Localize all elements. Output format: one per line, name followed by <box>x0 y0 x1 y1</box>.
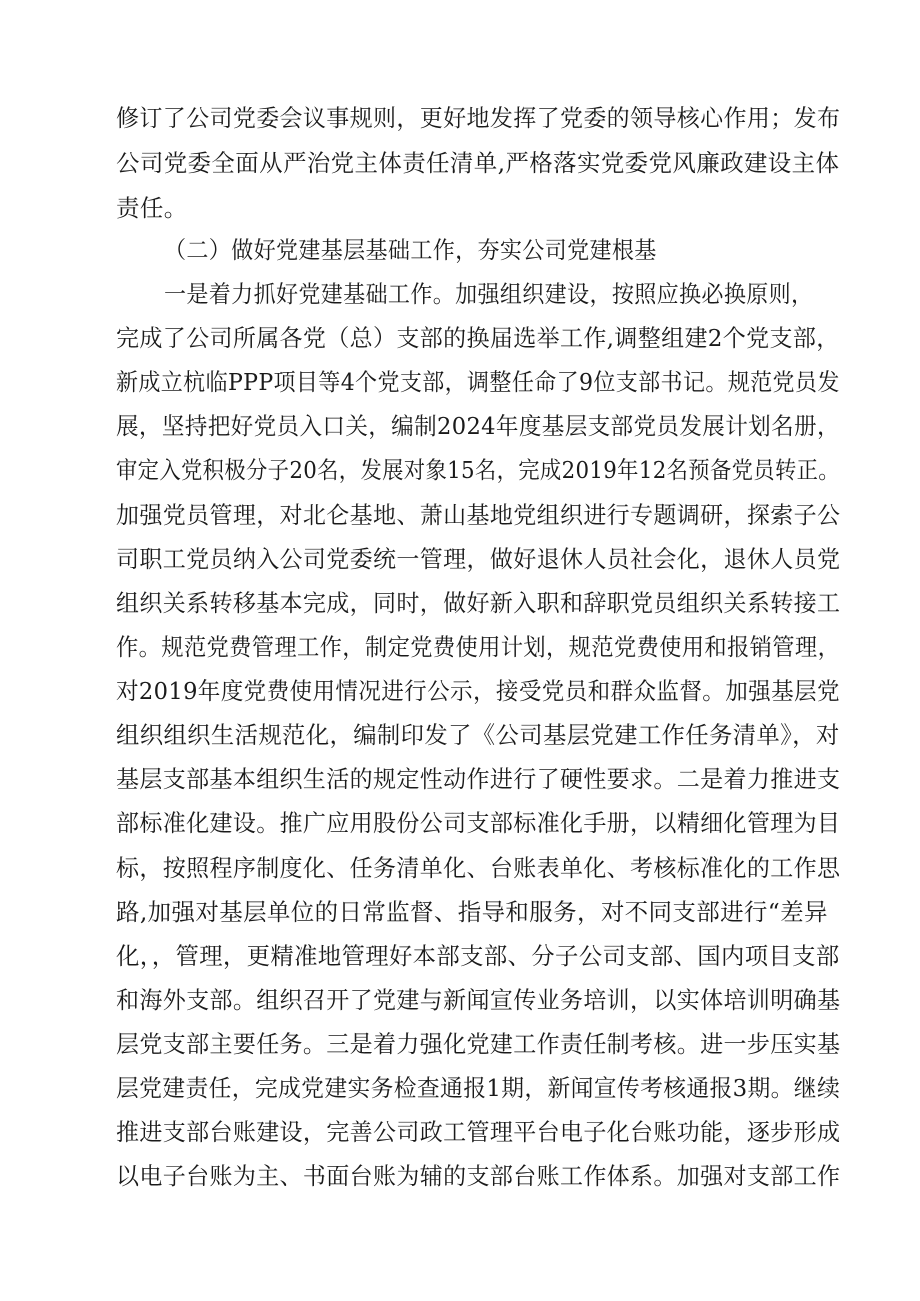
paragraph-line: 完成了公司所属各党（总）支部的换届选举工作,调整组建2个党支部， <box>116 324 840 352</box>
section-heading: （二）做好党建基层基础工作，夯实公司党建根基 <box>164 236 657 264</box>
paragraph-line: 层党支部主要任务。三是着力强化党建工作责任制考核。进一步压实基 <box>116 1030 841 1058</box>
paragraph-line: 展，坚持把好党员入口关，编制2024年度基层支部党员发展计划名册， <box>116 412 840 440</box>
paragraph-line: 和海外支部。组织召开了党建与新闻宣传业务培训，以实体培训明确基 <box>116 986 841 1014</box>
paragraph-line: 标，按照程序制度化、任务清单化、台账表单化、考核标准化的工作思 <box>116 854 841 882</box>
paragraph-line: 推进支部台账建设，完善公司政工管理平台电子化台账功能，逐步形成 <box>116 1118 841 1146</box>
paragraph-line: 审定入党积极分子20名，发展对象15名，完成2019年12名预备党员转正。 <box>116 456 840 484</box>
paragraph-line: 司职工党员纳入公司党委统一管理，做好退休人员社会化，退休人员党 <box>116 545 841 573</box>
paragraph-line: 作。规范党费管理工作，制定党费使用计划，规范党费使用和报销管理， <box>116 633 841 661</box>
paragraph-line: 部标准化建设。推广应用股份公司支部标准化手册，以精细化管理为目 <box>116 809 841 837</box>
paragraph-line: 基层支部基本组织生活的规定性动作进行了硬性要求。二是着力推进支 <box>116 765 841 793</box>
paragraph-line: 对2019年度党费使用情况进行公示，接受党员和群众监督。加强基层党 <box>116 677 840 705</box>
paragraph-line: 层党建责任，完成党建实务检查通报1期，新闻宣传考核通报3期。继续 <box>116 1074 841 1102</box>
paragraph-line: 加强党员管理，对北仑基地、萧山基地党组织进行专题调研，探索子公 <box>116 501 841 529</box>
paragraph-line: 路,加强对基层单位的日常监督、指导和服务，对不同支部进行“差异 <box>116 898 828 926</box>
paragraph-line: 修订了公司党委会议事规则，更好地发挥了党委的领导核心作用；发布 <box>116 104 841 132</box>
paragraph-line: 责任。 <box>116 194 188 222</box>
paragraph-line: 公司党委全面从严治党主体责任清单,严格落实党委党风廉政建设主体 <box>116 149 840 177</box>
paragraph-line: 组织关系转移基本完成，同时，做好新入职和辞职党员组织关系转接工 <box>116 589 841 617</box>
paragraph-line: 以电子台账为主、书面台账为辅的支部台账工作体系。加强对支部工作 <box>116 1162 841 1190</box>
paragraph-line: 组织组织生活规范化，编制印发了《公司基层党建工作任务清单》，对 <box>116 721 840 749</box>
paragraph-line: 化，，管理，更精准地管理好本部支部、分子公司支部、国内项目支部 <box>116 942 840 970</box>
paragraph-line: 一是着力抓好党建基础工作。加强组织建设，按照应换必换原则， <box>164 280 814 308</box>
paragraph-line: 新成立杭临PPP项目等4个党支部，调整任命了9位支部书记。规范党员发 <box>116 368 840 396</box>
